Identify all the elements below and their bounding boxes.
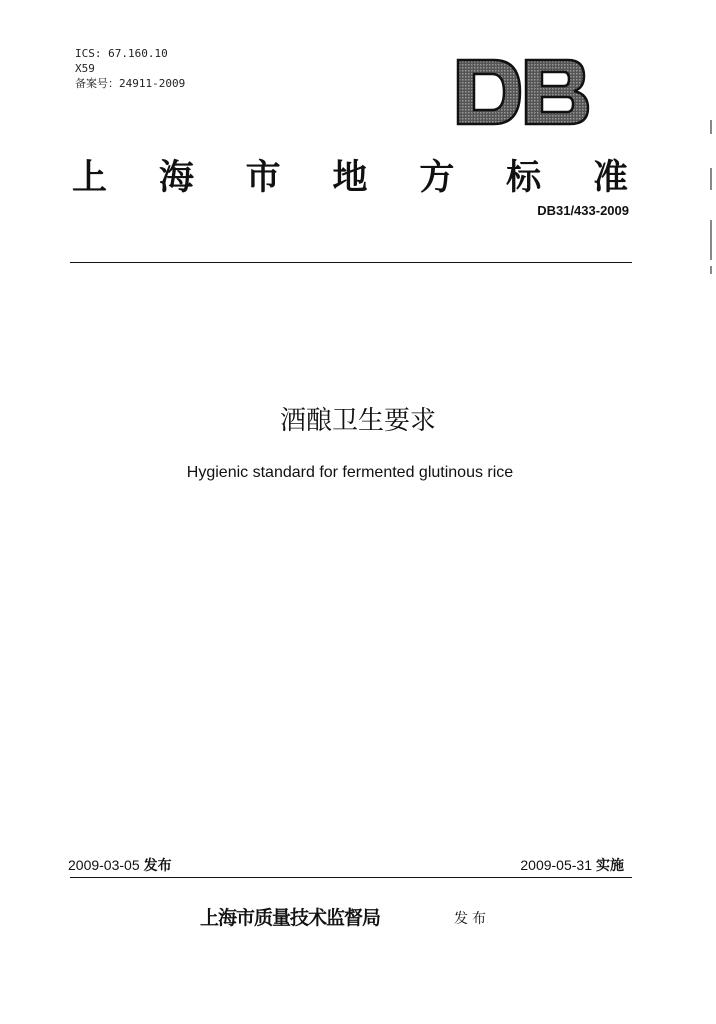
issue-label: 发布 <box>143 857 172 873</box>
standard-type-char: 标 <box>506 157 542 198</box>
standard-type-char: 地 <box>332 157 368 198</box>
document-title-english: Hygienic standard for fermented glutinous rice <box>186 464 514 481</box>
meta-block <box>75 46 185 91</box>
standard-type-char: 方 <box>419 157 455 198</box>
standard-type-char: 海 <box>158 157 194 198</box>
classification-code: X59 <box>75 62 95 75</box>
top-divider <box>70 262 632 263</box>
db-logo <box>456 58 590 126</box>
ics-code: ICS: 67.160.10 <box>75 47 168 60</box>
standard-type-char: 准 <box>592 157 628 198</box>
implementation-label: 实施 <box>596 857 624 873</box>
standard-type-title <box>72 150 628 200</box>
implementation-date-line <box>520 855 624 875</box>
record-number: 备案号：24911-2009 <box>75 77 186 90</box>
issue-date-line <box>68 855 172 875</box>
standard-type-char: 市 <box>245 157 281 198</box>
standard-number: DB31/433-2009 <box>537 203 629 218</box>
implementation-date: 2009-05-31 <box>520 857 592 873</box>
bottom-divider <box>70 877 632 878</box>
issuing-action: 发布 <box>454 911 490 927</box>
standard-type-char: 上 <box>72 157 108 198</box>
document-title-chinese: 酒酿卫生要求 <box>279 406 436 436</box>
issuing-authority: 上海市质量技术监督局 <box>200 907 381 929</box>
issue-date: 2009-03-05 <box>68 857 140 873</box>
scan-margin-marks <box>708 120 712 280</box>
